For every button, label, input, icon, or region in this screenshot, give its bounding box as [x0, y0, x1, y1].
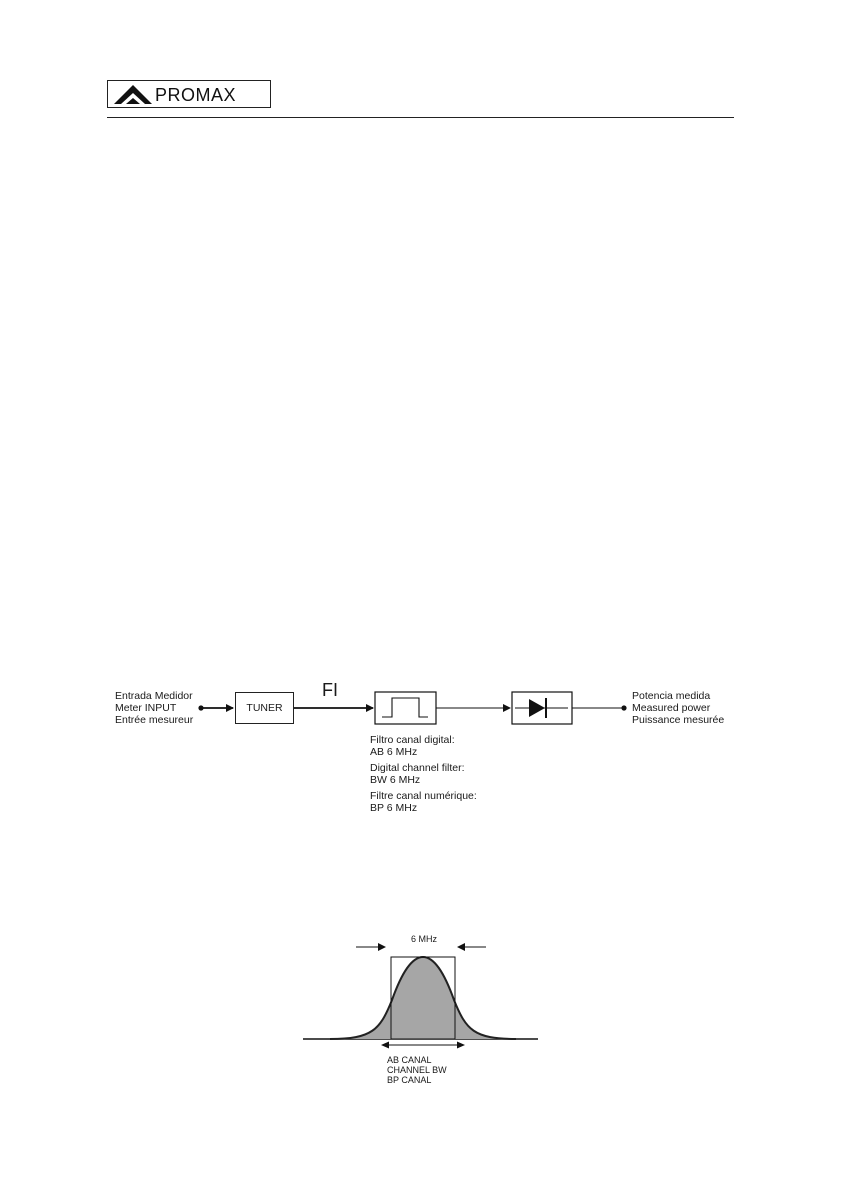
filter-caption-es-1: Filtro canal digital:: [370, 734, 455, 746]
channel-bw-label-fr: BP CANAL: [387, 1075, 432, 1085]
filter-caption-en-1: Digital channel filter:: [370, 762, 465, 774]
filter-caption-fr-1: Filtre canal numérique:: [370, 790, 477, 802]
filter-block: [375, 692, 436, 724]
filter-caption-es-2: AB 6 MHz: [370, 746, 418, 758]
output-label-fr: Puissance mesurée: [632, 714, 725, 726]
signal-spectrum-fill: [330, 957, 516, 1039]
input-label-es: Entrada Medidor: [115, 690, 193, 702]
tuner-label: TUNER: [246, 702, 283, 714]
logo-text: PROMAX: [155, 85, 237, 105]
filter-caption-en-2: BW 6 MHz: [370, 774, 421, 786]
output-node: [621, 705, 626, 710]
filter-caption-fr-2: BP 6 MHz: [370, 802, 418, 814]
output-label-es: Potencia medida: [632, 690, 711, 702]
channel-bw-double-arrow: [381, 1042, 465, 1049]
input-label-en: Meter INPUT: [115, 702, 177, 714]
channel-bw-label-es: AB CANAL: [387, 1055, 432, 1065]
bandwidth-label: 6 MHz: [411, 934, 438, 944]
channel-bw-label-en: CHANNEL BW: [387, 1065, 447, 1075]
input-label-fr: Entrée mesureur: [115, 714, 194, 726]
if-label: FI: [322, 680, 338, 700]
output-label-en: Measured power: [632, 702, 711, 714]
